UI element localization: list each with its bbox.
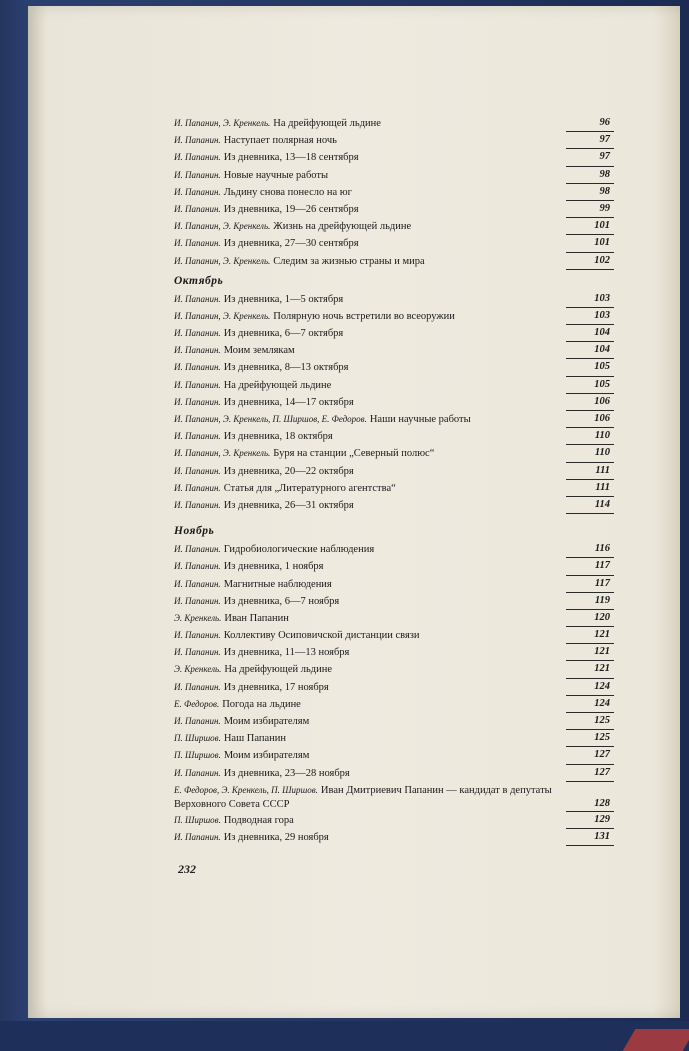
toc-entry (174, 542, 614, 559)
entry-page-number: 129 (594, 813, 610, 825)
entry-text (174, 309, 564, 324)
entry-text (174, 202, 564, 217)
entry-title: Моим избирателям (223, 716, 310, 727)
entry-author: П. Ширшов. (174, 733, 221, 744)
entry-author: Э. Кренкель. (174, 612, 222, 623)
entry-title: Из дневника, 8—13 октября (223, 362, 349, 374)
entry-text (174, 594, 564, 609)
toc-entry (174, 481, 614, 498)
entry-author: И. Папанин. (174, 767, 221, 778)
entry-author: И. Папанин, Э. Кренкель. (174, 255, 271, 266)
page-number-rule (566, 148, 614, 149)
page-number-rule (566, 781, 614, 782)
entry-page-number: 105 (594, 378, 610, 390)
toc-entry (174, 150, 614, 167)
toc-entry (174, 185, 614, 202)
toc-entry (174, 116, 614, 133)
entry-text (174, 133, 564, 148)
entry-author: И. Папанин. (174, 465, 221, 476)
entry-title: Из дневника, 6—7 ноября (223, 595, 340, 607)
entry-page-number: 97 (599, 134, 610, 146)
entry-text (174, 116, 564, 131)
page-number-rule (566, 427, 614, 428)
entry-author: И. Папанин. (174, 152, 221, 163)
toc-entry (174, 378, 614, 395)
page-number-rule (566, 479, 614, 480)
entry-title: Гидробиологические наблюдения (223, 544, 375, 556)
toc-entry (174, 577, 614, 594)
toc-entry (174, 559, 614, 576)
entry-text (174, 236, 564, 251)
entry-text (174, 783, 564, 812)
toc-entry (174, 326, 614, 343)
entry-title: Полярную ночь встретили во всеоружии (273, 310, 455, 322)
entry-page-number: 101 (594, 237, 610, 249)
page-number-rule (566, 557, 614, 558)
entry-text (174, 662, 564, 677)
toc-entry (174, 202, 614, 219)
entry-text (174, 395, 564, 410)
entry-text (174, 360, 564, 375)
toc-entry (174, 594, 614, 611)
entry-author: И. Папанин, Э. Кренкель. (174, 221, 271, 232)
entry-title: Коллективу Осиповичской дистанции связи (223, 630, 420, 642)
entry-text (174, 645, 564, 660)
entry-page-number: 117 (594, 560, 610, 572)
toc-entry (174, 133, 614, 150)
entry-title: Новые научные работы (223, 169, 329, 181)
entry-author: Е. Федоров, Э. Кренкель, П. Ширшов. (174, 784, 318, 795)
entry-author: И. Папанин. (174, 169, 221, 180)
entry-page-number: 121 (594, 629, 610, 641)
toc-entry (174, 731, 614, 748)
entry-text (174, 481, 564, 496)
entry-page-number: 128 (594, 797, 610, 809)
entry-text (174, 292, 564, 307)
entry-text (174, 611, 564, 626)
entry-page-number: 116 (594, 543, 610, 555)
toc-entry (174, 446, 614, 463)
page-number: 232 (178, 862, 196, 876)
entry-page-number: 110 (594, 447, 610, 459)
entry-author: И. Папанин. (174, 578, 221, 589)
entry-title: Магнитные наблюдения (223, 578, 332, 590)
toc-entry (174, 395, 614, 412)
page-number-rule (566, 217, 614, 218)
toc-entry (174, 783, 614, 813)
entry-text (174, 697, 564, 712)
entry-title: Из дневника, 1—5 октября (223, 293, 344, 305)
entry-title: Из дневника, 20—22 октября (223, 465, 354, 477)
entry-page-number: 103 (594, 292, 610, 304)
toc-entry (174, 254, 614, 271)
toc-entry (174, 498, 614, 515)
entry-title: Из дневника, 23—28 ноября (223, 767, 350, 779)
toc-entry (174, 309, 614, 326)
entry-page-number: 117 (594, 577, 610, 589)
page-number-rule (566, 729, 614, 730)
entry-author: И. Папанин, Э. Кренкель, П. Ширшов, Е. Федоров. (174, 414, 367, 424)
entry-author: Э. Кренкель. (174, 664, 222, 675)
entry-author: И. Папанин. (174, 238, 221, 249)
entry-author: И. Папанин. (174, 396, 221, 407)
entry-author: И. Папанин. (174, 482, 221, 493)
entry-author: И. Папанин. (174, 293, 221, 304)
entry-title: Из дневника, 26—31 октября (223, 499, 354, 511)
entry-author: И. Папанин. (174, 203, 221, 214)
entry-page-number: 102 (594, 254, 610, 266)
entry-title: Из дневника, 17 ноября (223, 681, 329, 693)
entry-author: И. Папанин, Э. Кренкель. (174, 448, 271, 459)
entry-text (174, 628, 564, 643)
entry-title: На дрейфующей льдине (273, 118, 381, 129)
entry-author: И. Папанин, Э. Кренкель. (174, 118, 271, 128)
page-number-rule (566, 131, 614, 132)
entry-author: И. Папанин. (174, 561, 221, 572)
entry-author: Е. Федоров. (174, 698, 220, 709)
page-number-rule (566, 341, 614, 342)
page-number-rule (566, 660, 614, 661)
entry-page-number: 104 (594, 327, 610, 339)
entry-text (174, 168, 564, 183)
page-number-rule (566, 444, 614, 445)
entry-text (174, 542, 564, 557)
entry-author: И. Папанин. (174, 630, 221, 641)
toc-entry (174, 645, 614, 662)
entry-page-number: 121 (594, 663, 610, 675)
toc-entry (174, 748, 614, 765)
entry-page-number: 104 (594, 344, 610, 356)
cover-bottom-strip (0, 1021, 689, 1051)
entry-author: И. Папанин. (174, 362, 221, 373)
toc-body (174, 116, 614, 847)
entry-page-number: 125 (594, 732, 610, 744)
entry-text (174, 714, 564, 729)
toc-entry (174, 219, 614, 236)
page-number-rule (566, 496, 614, 497)
entry-page-number: 114 (594, 498, 610, 510)
entry-text (174, 412, 564, 427)
page-number-rule (566, 376, 614, 377)
toc-entry (174, 236, 614, 253)
entry-title: Из дневника, 14—17 октября (223, 396, 354, 408)
page-number-rule (566, 678, 614, 679)
entry-page-number: 103 (594, 309, 610, 321)
page-number-rule (566, 200, 614, 201)
entry-text (174, 254, 564, 269)
toc-entry (174, 628, 614, 645)
page-number-rule (566, 166, 614, 167)
entry-text (174, 498, 564, 513)
page-number-rule (566, 626, 614, 627)
entry-author: И. Папанин. (174, 681, 221, 692)
entry-page-number: 106 (594, 395, 610, 407)
entry-title: Из дневника, 13—18 сентября (223, 152, 359, 164)
page-number-rule (566, 695, 614, 696)
toc-entry (174, 830, 614, 847)
entry-text (174, 464, 564, 479)
page-number-rule (566, 764, 614, 765)
entry-page-number: 124 (594, 697, 610, 709)
entry-text (174, 219, 564, 234)
entry-title: Моим землякам (223, 345, 295, 357)
entry-title: Наши научные работы (369, 414, 471, 425)
toc-entry (174, 766, 614, 783)
entry-author: И. Папанин. (174, 345, 221, 356)
entry-author: И. Папанин. (174, 831, 221, 842)
entry-title: На дрейфующей льдине (224, 664, 332, 676)
entry-page-number: 121 (594, 646, 610, 658)
page-number-rule (566, 234, 614, 235)
page-number-rule (566, 358, 614, 359)
table-of-contents (174, 116, 614, 847)
entry-author: И. Папанин. (174, 544, 221, 555)
entry-title: Следим за жизнью страны и мира (273, 255, 425, 267)
entry-text (174, 577, 564, 592)
entry-page-number: 124 (594, 680, 610, 692)
entry-text (174, 185, 564, 200)
section-heading: Ноябрь (174, 525, 215, 538)
entry-page-number: 125 (594, 715, 610, 726)
entry-page-number: 105 (594, 361, 610, 373)
entry-page-number: 111 (595, 464, 610, 476)
toc-entry (174, 292, 614, 309)
entry-title: Из дневника, 18 октября (223, 431, 333, 443)
entry-page-number: 96 (599, 117, 610, 128)
entry-title: Подводная гора (223, 814, 294, 826)
entry-page-number: 97 (599, 151, 610, 163)
toc-entry (174, 429, 614, 446)
entry-author: И. Папанин. (174, 595, 221, 606)
entry-title: Из дневника, 1 ноября (223, 561, 324, 573)
entry-title: Буря на станции „Северный полюс“ (273, 448, 435, 460)
toc-group (174, 525, 614, 847)
toc-entry (174, 680, 614, 697)
entry-page-number: 120 (594, 611, 610, 623)
toc-entry (174, 343, 614, 360)
entry-page-number: 110 (594, 430, 610, 442)
entry-title: Моим избирателям (223, 750, 310, 762)
entry-title: Из дневника, 6—7 октября (223, 328, 344, 340)
entry-author: И. Папанин. (174, 328, 221, 339)
page-number-rule (566, 811, 614, 812)
entry-page-number: 99 (599, 202, 610, 214)
page-number-rule (566, 269, 614, 270)
page-number-rule (566, 643, 614, 644)
entry-author: И. Папанин. (174, 716, 221, 726)
entry-title: Наш Папанин (223, 733, 287, 745)
entry-text (174, 446, 564, 461)
entry-title: Иван Папанин (224, 612, 289, 624)
toc-entry (174, 611, 614, 628)
entry-author: И. Папанин. (174, 647, 221, 658)
entry-page-number: 127 (594, 766, 610, 778)
entry-text (174, 429, 564, 444)
toc-entry (174, 813, 614, 830)
entry-text (174, 830, 564, 845)
entry-title: Из дневника, 29 ноября (223, 831, 329, 843)
entry-page-number: 106 (594, 413, 610, 424)
toc-entry (174, 697, 614, 714)
entry-title: На дрейфующей льдине (223, 379, 332, 391)
toc-entry (174, 714, 614, 731)
entry-title: Жизнь на дрейфующей льдине (273, 221, 412, 233)
entry-text (174, 731, 564, 746)
entry-title: Из дневника, 19—26 сентября (223, 203, 359, 215)
toc-entry (174, 360, 614, 377)
entry-page-number: 101 (594, 220, 610, 232)
page-number-rule (566, 183, 614, 184)
entry-text (174, 813, 564, 828)
entry-page-number: 131 (594, 830, 610, 842)
entry-page-number: 98 (599, 185, 610, 197)
entry-title: Иван Дмитриевич Папанин — кандидат в депутаты Верховного Совета СССР (174, 784, 552, 810)
page-number-rule (566, 252, 614, 253)
toc-entry (174, 464, 614, 481)
page-number-rule (566, 746, 614, 747)
entry-author: И. Папанин. (174, 135, 221, 146)
page-number-rule (566, 845, 614, 846)
page-number-rule (566, 513, 614, 514)
page-number-rule (566, 609, 614, 610)
entry-text (174, 326, 564, 341)
page-number-rule (566, 712, 614, 713)
page-number-rule (566, 307, 614, 308)
entry-title: Статья для „Литературного агентства“ (223, 482, 396, 494)
entry-author: П. Ширшов. (174, 750, 221, 761)
page-number-rule (566, 393, 614, 394)
page-number-rule (566, 575, 614, 576)
entry-page-number: 127 (594, 749, 610, 761)
entry-title: Наступает полярная ночь (223, 135, 337, 147)
toc-entry (174, 168, 614, 185)
entry-page-number: 119 (594, 594, 610, 606)
entry-title: Погода на льдине (222, 698, 301, 710)
entry-author: И. Папанин. (174, 499, 221, 510)
entry-page-number: 98 (599, 168, 610, 180)
entry-text (174, 766, 564, 781)
page-number-rule (566, 592, 614, 593)
toc-group (174, 116, 614, 271)
page-number-rule (566, 828, 614, 829)
toc-entry (174, 412, 614, 429)
entry-title: Из дневника, 11—13 ноября (223, 647, 350, 659)
entry-text (174, 748, 564, 763)
toc-group (174, 275, 614, 515)
entry-title: Льдину снова понесло на юг (223, 186, 352, 198)
entry-author: И. Папанин. (174, 379, 221, 390)
entry-text (174, 343, 564, 358)
entry-author: И. Папанин, Э. Кренкель. (174, 310, 271, 321)
entry-text (174, 150, 564, 165)
entry-text (174, 559, 564, 574)
section-heading: Октябрь (174, 274, 224, 287)
page-number-rule (566, 462, 614, 463)
toc-entry (174, 662, 614, 679)
page-number-rule (566, 324, 614, 325)
entry-text (174, 680, 564, 695)
entry-author: И. Папанин. (174, 186, 221, 197)
entry-title: Из дневника, 27—30 сентября (223, 238, 359, 250)
entry-author: И. Папанин. (174, 431, 221, 442)
bookmark-ribbon (623, 1029, 689, 1051)
entry-page-number: 111 (595, 481, 610, 493)
entry-text (174, 378, 564, 393)
page-number-rule (566, 410, 614, 411)
entry-author: П. Ширшов. (174, 814, 221, 825)
